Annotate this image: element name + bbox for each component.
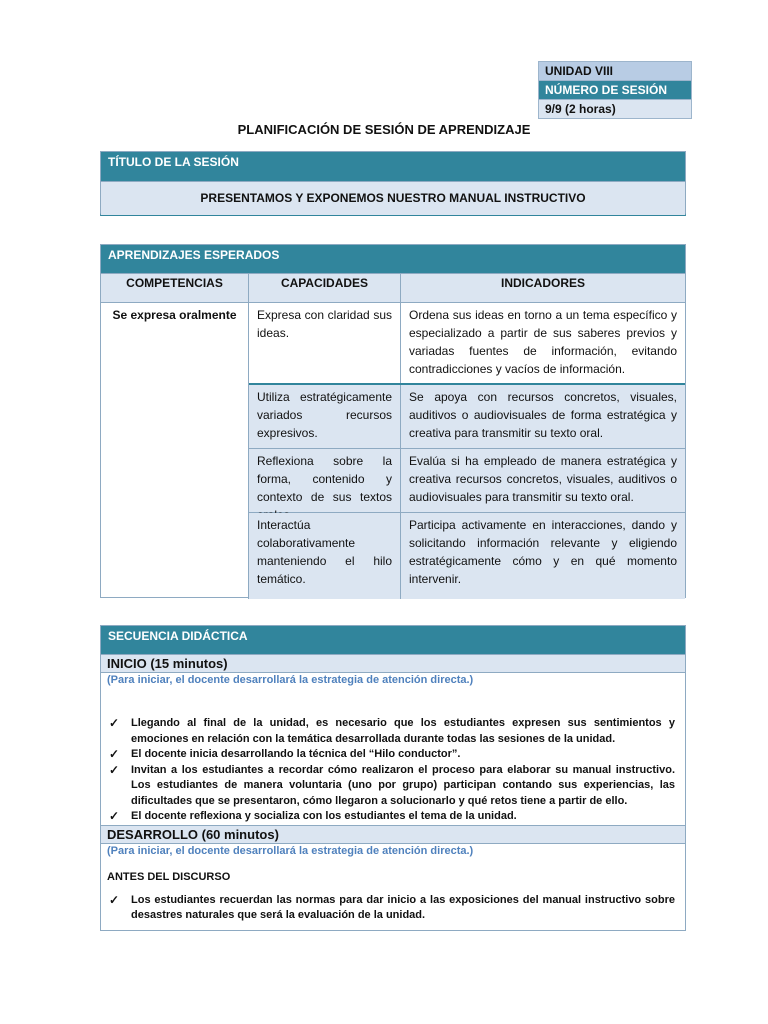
unit-label: UNIDAD VIII: [539, 62, 691, 81]
list-item: ✓ Los estudiantes recuerdan las normas para dar inicio a las exposiciones del manual instructivo sobre desastres naturales que será la evaluación de la unidad.: [109, 892, 675, 921]
expected-learning-table: [100, 244, 686, 598]
page-title: PLANIFICACIÓN DE SESIÓN DE APRENDIZAJE: [237, 122, 531, 137]
list-item: ✓ Invitan a los estudiantes a recordar cómo realizaron el proceso para elaborar su manual instructivo. Los estudiantes de manera voluntaria (uno por grupo) participan contando sus experiencias, las dificultades que se presentaron, cómo llegaron a solucionarlo y qué retos tiene a partir de ello.: [109, 762, 675, 807]
phase-inicio-title: INICIO (15 minutos): [101, 654, 685, 673]
check-icon: ✓: [109, 892, 120, 907]
table-row: [249, 513, 685, 599]
capacidad-cell: Interactúa colaborativamente manteniendo el hilo temático.: [249, 513, 401, 599]
phase-inicio-note: (Para iniciar, el docente desarrollará la estrategia de atención directa.): [107, 674, 474, 686]
column-header-competencias: COMPETENCIAS: [101, 274, 249, 302]
didactic-sequence-table: [100, 625, 686, 931]
list-item: ✓ Llegando al final de la unidad, es necesario que los estudiantes expresen sus sentimientos y emociones en relación con la temática desarrollada durante todas las sesiones de la unidad.: [109, 716, 675, 745]
inicio-list: [101, 716, 685, 825]
desarrollo-list: [101, 893, 685, 924]
table-row: [249, 449, 685, 513]
table-body: [101, 303, 685, 599]
capacidad-cell: Expresa con claridad sus ideas.: [249, 303, 401, 383]
phase-desarrollo-title: DESARROLLO (60 minutos): [101, 825, 685, 844]
check-icon: ✓: [109, 716, 120, 730]
column-header-indicadores: INDICADORES: [500, 276, 585, 290]
capacidad-cell: Reflexiona sobre la forma, contenido y contexto de sus textos: [249, 449, 401, 512]
session-title-value: PRESENTAMOS Y EXPONEMOS NUESTRO MANUAL INSTRUCTIVO: [101, 181, 685, 215]
antes-del-discurso-heading: ANTES DEL DISCURSO: [107, 870, 231, 883]
session-title-header: TÍTULO DE LA SESIÓN: [101, 152, 685, 181]
competencia-cell: [101, 303, 249, 599]
capacidad-cell: Utiliza estratégicamente variados recursos expresivos.: [249, 385, 401, 448]
session-number-label: NÚMERO DE SESIÓN: [539, 81, 691, 100]
check-icon: ✓: [109, 762, 120, 777]
phase-desarrollo-note: (Para iniciar, el docente desarrollará la estrategia de atención directa.): [107, 844, 474, 857]
indicador-cell: Ordena sus ideas en torno a un tema específico y especializado a partir de sus saberes previos y variadas fuentes de información, evitando contradicciones y vacíos de información.: [409, 308, 677, 376]
indicador-cell: Participa activamente en interacciones, dando y solicitando información relevante y eligiendo estratégicamente cómo y en qué momento intervenir.: [409, 518, 677, 586]
session-number-value: 9/9 (2 horas): [539, 100, 691, 118]
check-icon: ✓: [109, 809, 120, 823]
competencia-text: Se expresa oralmente: [112, 308, 237, 322]
column-header-capacidades: CAPACIDADES: [249, 274, 401, 302]
expected-learning-header: APRENDIZAJES ESPERADOS: [101, 245, 685, 273]
list-item: ✓ El docente reflexiona y socializa con los estudiantes el tema de la unidad.: [109, 809, 517, 823]
indicador-cell: Evalúa si ha empleado de manera estratégica y creativa recursos concretos, visuales, auditivos o audiovisuales para transmitir su texto oral.: [409, 454, 677, 504]
indicador-cell: Se apoya con recursos concretos, visuales, auditivos o audiovisuales de forma estratégica y creativa para transmitir su texto oral.: [409, 390, 677, 440]
column-headers: [101, 273, 685, 303]
unit-info-box: [538, 61, 692, 119]
list-item: ✓ El docente inicia desarrollando la técnica del “Hilo conductor”.: [109, 747, 461, 761]
table-row: [249, 385, 685, 449]
session-title-table: [100, 151, 686, 216]
table-row: [249, 303, 685, 385]
check-icon: ✓: [109, 747, 120, 761]
didactic-sequence-header: SECUENCIA DIDÁCTICA: [101, 626, 685, 654]
